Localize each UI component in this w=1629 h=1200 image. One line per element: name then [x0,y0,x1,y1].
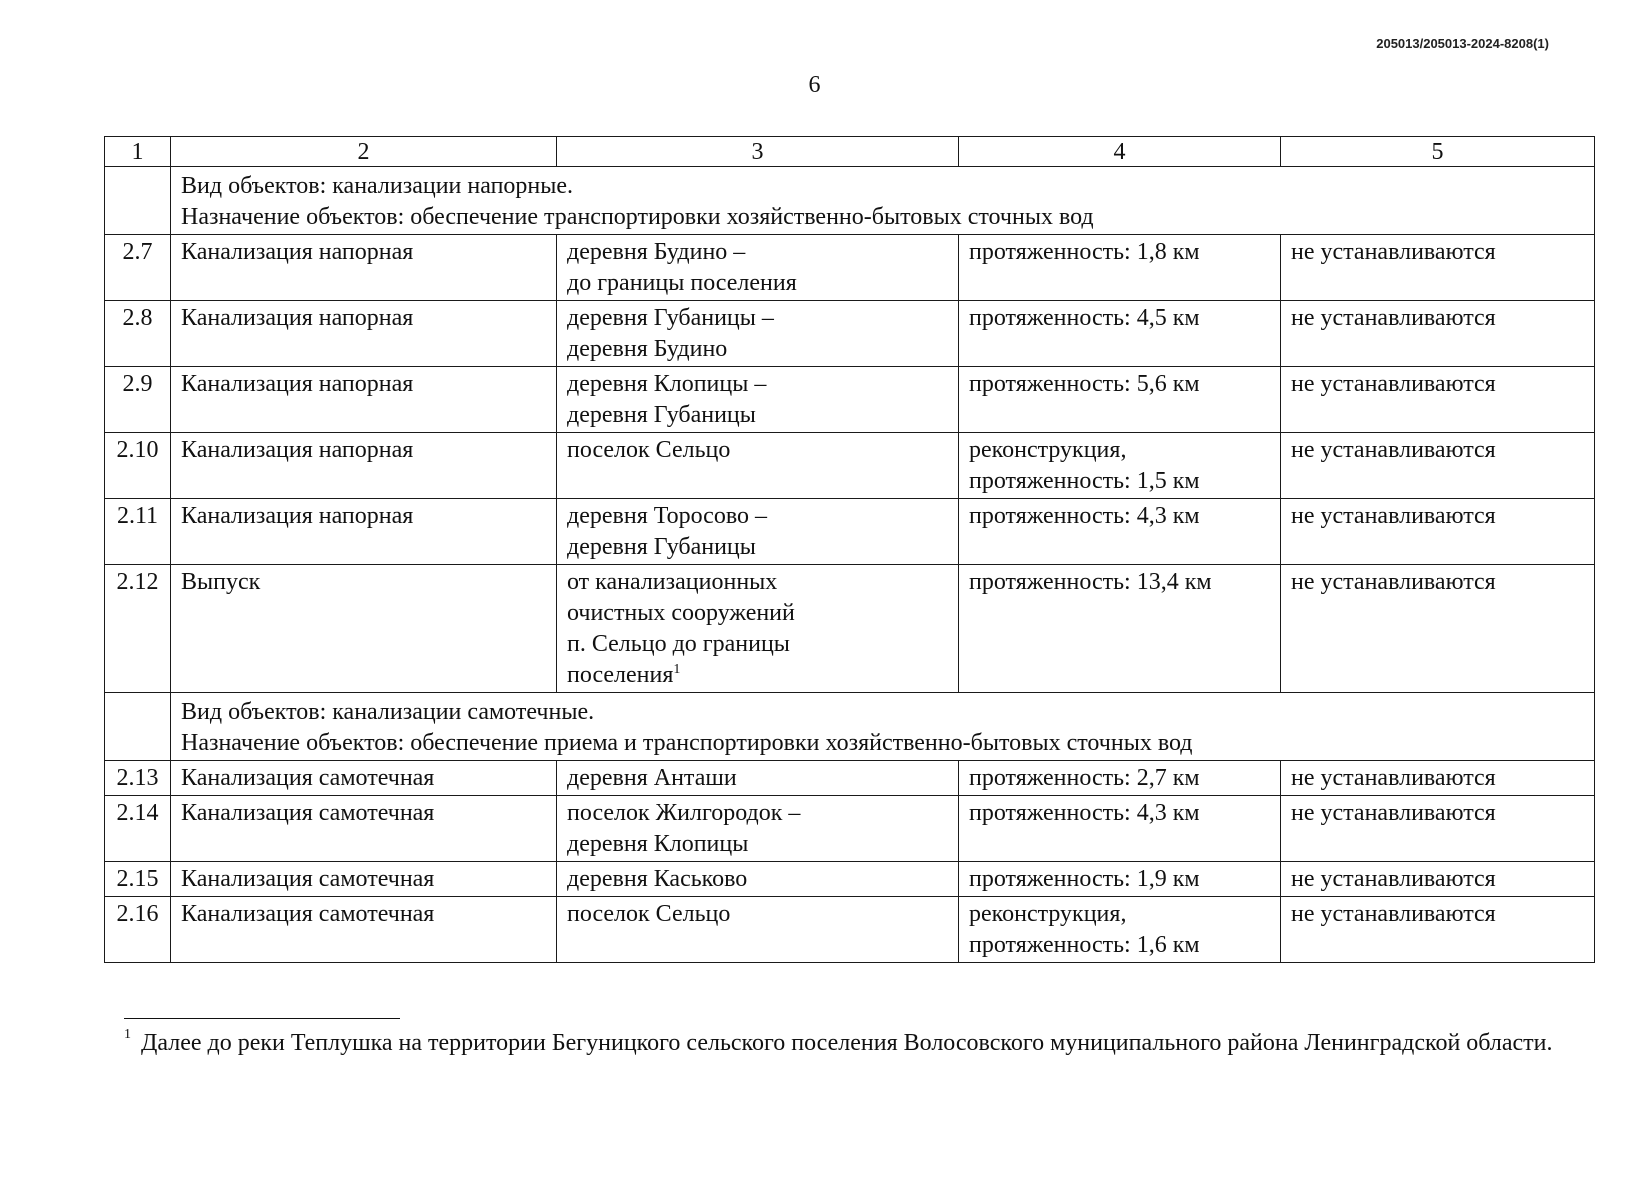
location-text: поселок Сельцо [567,901,731,927]
location-text: очистных сооружений [567,600,795,626]
column-number-header: 2 [171,137,557,167]
object-name: Канализация напорная [171,235,557,301]
row-number: 2.13 [105,761,171,796]
table-row [105,862,1595,897]
object-location [557,367,959,433]
object-characteristic [959,565,1281,693]
column-number-header: 3 [557,137,959,167]
location-line [567,864,948,895]
location-line [567,400,948,431]
table-row [105,301,1595,367]
location-text: от канализационных [567,569,778,595]
characteristic-line: протяженность: 1,9 км [969,866,1200,892]
footnote-text: Далее до реки Теплушка на территории Бегуницкого сельского поселения Волосовского муниципального района Ленинградской области. [141,1030,1553,1056]
table-row [105,796,1595,862]
location-text: деревня Торосово – [567,503,768,529]
location-text: деревня Будино – [567,239,746,265]
object-location [557,761,959,796]
group-header-row [105,693,1595,761]
location-line [567,598,948,629]
table-row [105,897,1595,963]
location-line [567,268,948,299]
group-empty-cell [105,167,171,235]
column-number-header: 5 [1281,137,1595,167]
object-name: Канализация напорная [171,301,557,367]
table-row [105,433,1595,499]
row-number: 2.10 [105,433,171,499]
protection-zones: не устанавливаются [1281,761,1595,796]
protection-zones: не устанавливаются [1281,565,1595,693]
location-text: поселок Жилгородок – [567,800,801,826]
facilities-table [104,136,1595,963]
object-location [557,499,959,565]
row-number: 2.7 [105,235,171,301]
footnote [124,1026,1590,1060]
object-characteristic [959,301,1281,367]
location-text: деревня Клопицы [567,831,749,857]
row-number: 2.8 [105,301,171,367]
location-text: деревня Губаницы [567,534,756,560]
characteristic-line: протяженность: 1,8 км [969,239,1200,265]
object-characteristic [959,862,1281,897]
location-line [567,532,948,563]
protection-zones: не устанавливаются [1281,862,1595,897]
document-id: 205013/205013-2024-8208(1) [1376,36,1549,51]
object-location [557,301,959,367]
location-line [567,660,948,691]
location-line [567,899,948,930]
location-line [567,567,948,598]
location-text: до границы поселения [567,270,797,296]
object-name: Канализация напорная [171,499,557,565]
characteristic-line: протяженность: 5,6 км [969,371,1200,397]
protection-zones: не устанавливаются [1281,499,1595,565]
column-number-header: 4 [959,137,1281,167]
location-text: деревня Анташи [567,765,737,791]
object-name: Выпуск [171,565,557,693]
protection-zones: не устанавливаются [1281,897,1595,963]
object-characteristic [959,897,1281,963]
location-line [567,435,948,466]
object-name: Канализация самотечная [171,897,557,963]
footnote-marker: 1 [124,1027,131,1042]
location-line [567,763,948,794]
page-number: 6 [808,72,821,98]
object-name: Канализация самотечная [171,862,557,897]
protection-zones: не устанавливаются [1281,796,1595,862]
protection-zones: не устанавливаются [1281,433,1595,499]
object-characteristic [959,796,1281,862]
group-purpose: Назначение объектов: обеспечение приема и транспортировки хозяйственно-бытовых сточных вод [181,730,1193,756]
object-name: Канализация самотечная [171,761,557,796]
location-text: деревня Губаницы [567,402,756,428]
object-characteristic [959,367,1281,433]
location-text: деревня Клопицы – [567,371,767,397]
group-empty-cell [105,693,171,761]
row-number: 2.9 [105,367,171,433]
table-row [105,565,1595,693]
location-text: поселок Сельцо [567,437,731,463]
location-text: деревня Каськово [567,866,748,892]
table-row [105,499,1595,565]
characteristic-line: протяженность: 4,3 км [969,503,1200,529]
group-purpose: Назначение объектов: обеспечение транспортировки хозяйственно-бытовых сточных вод [181,204,1094,230]
group-header-row [105,167,1595,235]
location-text: п. Сельцо до границы [567,631,790,657]
location-line [567,501,948,532]
row-number: 2.11 [105,499,171,565]
location-line [567,334,948,365]
characteristic-line: протяженность: 1,5 км [969,468,1200,494]
row-number: 2.12 [105,565,171,693]
row-number: 2.15 [105,862,171,897]
table-row [105,761,1595,796]
table-row [105,235,1595,301]
row-number: 2.14 [105,796,171,862]
object-location [557,235,959,301]
group-object-type: Вид объектов: канализации напорные. [181,173,574,199]
characteristic-line: протяженность: 1,6 км [969,932,1200,958]
location-line [567,798,948,829]
characteristic-line: реконструкция, [969,437,1127,463]
location-line [567,303,948,334]
footnote-separator [124,1018,400,1019]
object-characteristic [959,433,1281,499]
object-location [557,897,959,963]
characteristic-line: протяженность: 2,7 км [969,765,1200,791]
object-name: Канализация напорная [171,367,557,433]
characteristic-line: протяженность: 13,4 км [969,569,1212,595]
object-characteristic [959,235,1281,301]
object-location [557,862,959,897]
location-text: деревня Губаницы – [567,305,774,331]
object-location [557,796,959,862]
location-line [567,629,948,660]
group-object-type: Вид объектов: канализации самотечные. [181,699,595,725]
protection-zones: не устанавливаются [1281,301,1595,367]
object-location [557,565,959,693]
protection-zones: не устанавливаются [1281,367,1595,433]
table-row [105,367,1595,433]
location-text: деревня Будино [567,336,728,362]
footnote-reference: 1 [673,662,681,677]
object-name: Канализация самотечная [171,796,557,862]
object-characteristic [959,499,1281,565]
row-number: 2.16 [105,897,171,963]
object-name: Канализация напорная [171,433,557,499]
object-location [557,433,959,499]
table-header-row [105,137,1595,167]
location-line [567,829,948,860]
group-description [171,693,1595,761]
location-line [567,369,948,400]
location-text: поселения [567,662,674,688]
characteristic-line: реконструкция, [969,901,1127,927]
characteristic-line: протяженность: 4,5 км [969,305,1200,331]
group-description [171,167,1595,235]
characteristic-line: протяженность: 4,3 км [969,800,1200,826]
protection-zones: не устанавливаются [1281,235,1595,301]
location-line [567,237,948,268]
column-number-header: 1 [105,137,171,167]
object-characteristic [959,761,1281,796]
